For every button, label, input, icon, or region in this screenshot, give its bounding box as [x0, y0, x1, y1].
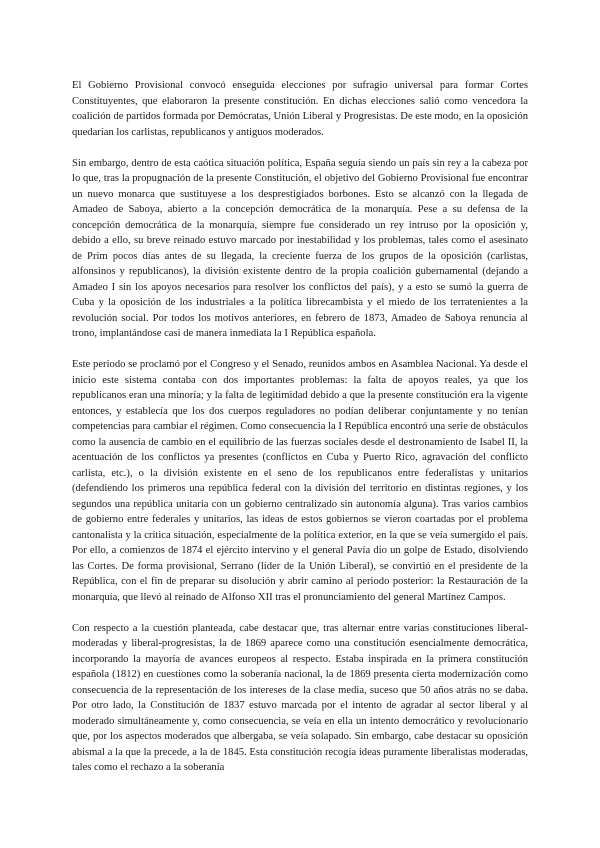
paragraph-3: Este periodo se proclamó por el Congreso y el Senado, reunidos ambos en Asamblea Nacional. Ya desde el inicio este sistema contaba con dos importantes problemas: la falta de apoyos reales, ya que los republicanos eran una minoría; y la falta de legitimidad debido a que la presente constitución era la vigente entonces, y establecía que los dos cuerpos reguladores no podían deliberar conjuntamente y no tenían competencias para cambiar el régimen. Como consecuencia la I República encontró una serie de obstáculos como la ausencia de cambio en el equilibrio de las fuerzas sociales desde el destronamiento de Isabel II, la acentuación de los conflictos ya presentes (conflictos en Cuba y Puerto Rico, agravación del conflicto carlista, etc.), o la división existente en el seno de los republicanos entre federalistas y unitarios (defendiendo los primeros una república federal con la división del territorio en distintas regiones, y los segundos una república unitaria con un gobierno centralizado sin autonomía alguna). Tras varios cambios de gobierno entre federales y unitarios, las ideas de estos gobiernos se vieron coartadas por el problema cantonalista y la crítica situación, especialmente de la política exterior, en la que se veía sumergido el país. Por ello, a comienzos de 1874 el ejército intervino y el general Pavía dio un golpe de Estado, disolviendo las Cortes. De forma provisional, Serrano (líder de la Unión Liberal), se convirtió en el presidente de la República, con el fin de preparar su disolución y abrir camino al periodo posterior: la Restauración de la monarquía, que llevó al reinado de Alfonso XII tras el pronunciamiento del general Martínez Campos. [72, 359, 528, 603]
paragraph-4: Con respecto a la cuestión planteada, cabe destacar que, tras alternar entre varias constituciones liberal-moderadas y liberal-progresistas, la de 1869 aparece como una constitución esencialmente democrática, incorporando la mayoría de avances europeos al respecto. Estaba inspirada en la primera constitución española (1812) en cuestiones como la soberanía nacional, la de 1869 presenta cierta modernización como consecuencia de la representación de los intereses de la clase media, suceso que 50 años atrás no se daba. Por otro lado, la Constitución de 1837 estuvo marcada por el intento de agradar al sector liberal y al moderado simultáneamente y, como consecuencia, se veía en ella un intento democrático y revolucionario que, por los aspectos moderados que albergaba, se veía solapado. Sin embargo, cabe destacar su oposición abismal a la que la precede, a la de 1845. Esta constitución recogía ideas puramente liberalistas moderadas, tales como el rechazo a la soberanía [72, 622, 528, 773]
document-body [72, 78, 528, 791]
paragraph-1: El Gobierno Provisional convocó enseguida elecciones por sufragio universal para formar Cortes Constituyentes, que elaboraron la presente constitución. En dichas elecciones salió como vencedora la coalición de partidos formada por Demócratas, Unión Liberal y Progresistas. De este modo, en la oposición quedarían los carlistas, republicanos y antiguos moderados. [72, 80, 528, 138]
paragraph-2: Sin embargo, dentro de esta caótica situación política, España seguía siendo un país sin rey a la cabeza por lo que, tras la propugnación de la presente Constitución, el objetivo del Gobierno Provisional fue encontrar un nuevo monarca que sustituyese a los desprestigiados borbones. Esto se alcanzó con la llegada de Amadeo de Saboya, abierto a la concepción democrática de la monarquía. Pese a su defensa de la concepción democrática de la monarquía, siempre fue considerado un rey intruso por la oposición y, debido a ello, su breve reinado estuvo marcado por inestabilidad y los problemas, tales como el asesinato de Prim pocos días antes de su llegada, la creciente fuerza de los grupos de la oposición (carlistas, alfonsinos y republicanos), la división existente dentro de la propia coalición gubernamental (dejando a Amadeo I sin los apoyos necesarios para resolver los conflictos del país), y a esto se sumó la guerra de Cuba y la oposición de los industriales a la política librecambista y el miedo de los terratenientes a la revolución social. Por todos los motivos anteriores, en febrero de 1873, Amadeo de Saboya renuncia al trono, implantándose casi de manera inmediata la I República española. [72, 157, 528, 339]
